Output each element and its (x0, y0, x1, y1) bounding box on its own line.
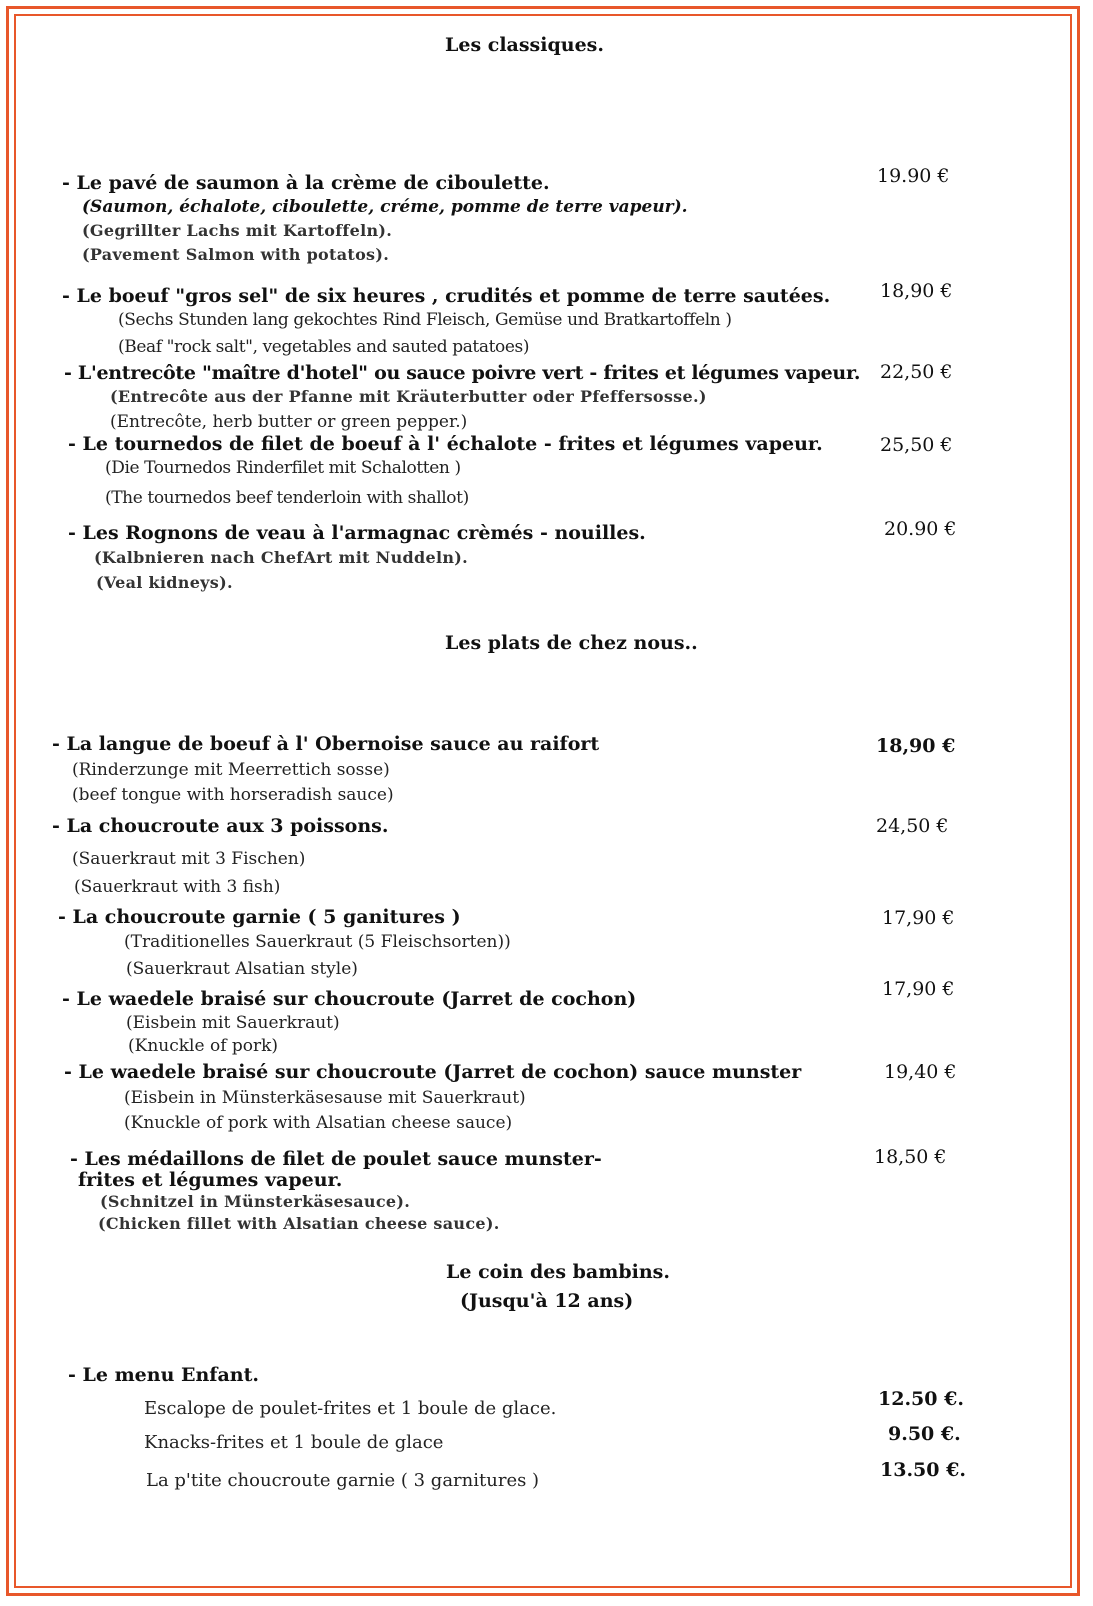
dish-desc-de: (Gegrillter Lachs mit Kartoffeln). (82, 221, 393, 240)
dish-desc-en: (The tournedos beef tenderloin with shallot) (105, 488, 469, 508)
dish-desc-de: (Schnitzel in Münsterkäsesauce). (100, 1192, 411, 1211)
dish-desc-en: (Chicken fillet with Alsatian cheese sauce). (98, 1214, 500, 1233)
dish-desc-en: (Pavement Salmon with potatos). (82, 245, 390, 264)
dish-price: 19,40 € (884, 1061, 957, 1083)
dish-price: 22,50 € (880, 361, 953, 383)
dish-name: - La langue de boeuf à l' Obernoise sauce au raifort (52, 733, 600, 755)
dish-name: - La choucroute aux 3 poissons. (52, 815, 389, 837)
dish-desc-de: (Die Tournedos Rinderfilet mit Schalotten ) (105, 458, 461, 478)
dish-name: - Les médaillons de filet de poulet sauce munster- (70, 1148, 602, 1170)
dish-price: 18,90 € (876, 735, 956, 757)
dish-name: - Les Rognons de veau à l'armagnac crèmés - nouilles. (68, 522, 646, 544)
dish-price: 17,90 € (882, 978, 955, 1000)
dish-name: - Le tournedos de filet de boeuf à l' échalote - frites et légumes vapeur. (68, 433, 823, 455)
dish-price: 24,50 € (876, 815, 949, 837)
dish-desc-fr: (Saumon, échalote, ciboulette, créme, pomme de terre vapeur). (82, 197, 688, 217)
dish-name: - La choucroute garnie ( 5 ganitures ) (58, 906, 461, 928)
dish-desc-de: (Eisbein in Münsterkäsesause mit Sauerkraut) (124, 1088, 526, 1108)
dish-desc-de: (Sechs Stunden lang gekochtes Rind Fleisch, Gemüse und Bratkartoffeln ) (118, 310, 732, 330)
dish-desc-de: (Kalbnieren nach ChefArt mit Nuddeln). (94, 548, 469, 567)
dish-name: - Le pavé de saumon à la crème de ciboulette. (62, 172, 550, 194)
kids-menu-price: 12.50 €. (878, 1388, 964, 1410)
dish-name: - L'entrecôte "maître d'hotel" ou sauce poivre vert - frites et légumes vapeur. (64, 362, 861, 384)
dish-desc-en: (beef tongue with horseradish sauce) (72, 785, 394, 805)
dish-desc-de: (Rinderzunge mit Meerrettich sosse) (72, 760, 390, 780)
dish-price: 18,90 € (880, 280, 953, 302)
kids-menu-title: - Le menu Enfant. (68, 1364, 259, 1386)
dish-desc-en: (Veal kidneys). (96, 573, 233, 592)
dish-desc-de: (Entrecôte aus der Pfanne mit Kräuterbutter oder Pfeffersosse.) (110, 387, 707, 406)
dish-name: - Le waedele braisé sur choucroute (Jarret de cochon) (62, 988, 637, 1010)
kids-menu-item: Knacks-frites et 1 boule de glace (144, 1432, 444, 1453)
dish-desc-en: (Knuckle of pork) (128, 1036, 279, 1056)
dish-price: 25,50 € (880, 434, 953, 456)
dish-price: 20.90 € (884, 518, 957, 540)
dish-name-cont: frites et légumes vapeur. (78, 1169, 343, 1191)
dish-desc-en: (Sauerkraut Alsatian style) (126, 959, 358, 979)
dish-desc-en: (Entrecôte, herb butter or green pepper.) (110, 412, 468, 432)
kids-menu-item: Escalope de poulet-frites et 1 boule de glace. (144, 1398, 557, 1419)
kids-menu-price: 13.50 €. (880, 1459, 966, 1481)
kids-menu-price: 9.50 €. (888, 1423, 961, 1445)
dish-desc-de: (Eisbein mit Sauerkraut) (126, 1013, 340, 1033)
dish-desc-en: (Knuckle of pork with Alsatian cheese sauce) (124, 1113, 513, 1133)
dish-desc-en: (Beaf "rock salt", vegetables and sauted patatoes) (118, 337, 530, 357)
section-title-classiques: Les classiques. (445, 34, 604, 56)
dish-desc-en: (Sauerkraut with 3 fish) (74, 877, 281, 897)
dish-price: 18,50 € (874, 1146, 947, 1168)
kids-menu-item: La p'tite choucroute garnie ( 3 garnitures ) (146, 1470, 540, 1491)
section-subtitle-age: (Jusqu'à 12 ans) (460, 1290, 634, 1312)
section-title-bambins: Le coin des bambins. (446, 1261, 670, 1283)
dish-name: - Le waedele braisé sur choucroute (Jarret de cochon) sauce munster (64, 1061, 802, 1083)
dish-desc-de: (Traditionelles Sauerkraut (5 Fleischsorten)) (124, 932, 511, 952)
dish-name: - Le boeuf "gros sel" de six heures , crudités et pomme de terre sautées. (62, 285, 831, 307)
dish-desc-de: (Sauerkraut mit 3 Fischen) (72, 849, 306, 869)
dish-price: 19.90 € (877, 165, 950, 187)
dish-price: 17,90 € (882, 907, 955, 929)
section-title-plats: Les plats de chez nous.. (445, 632, 698, 654)
